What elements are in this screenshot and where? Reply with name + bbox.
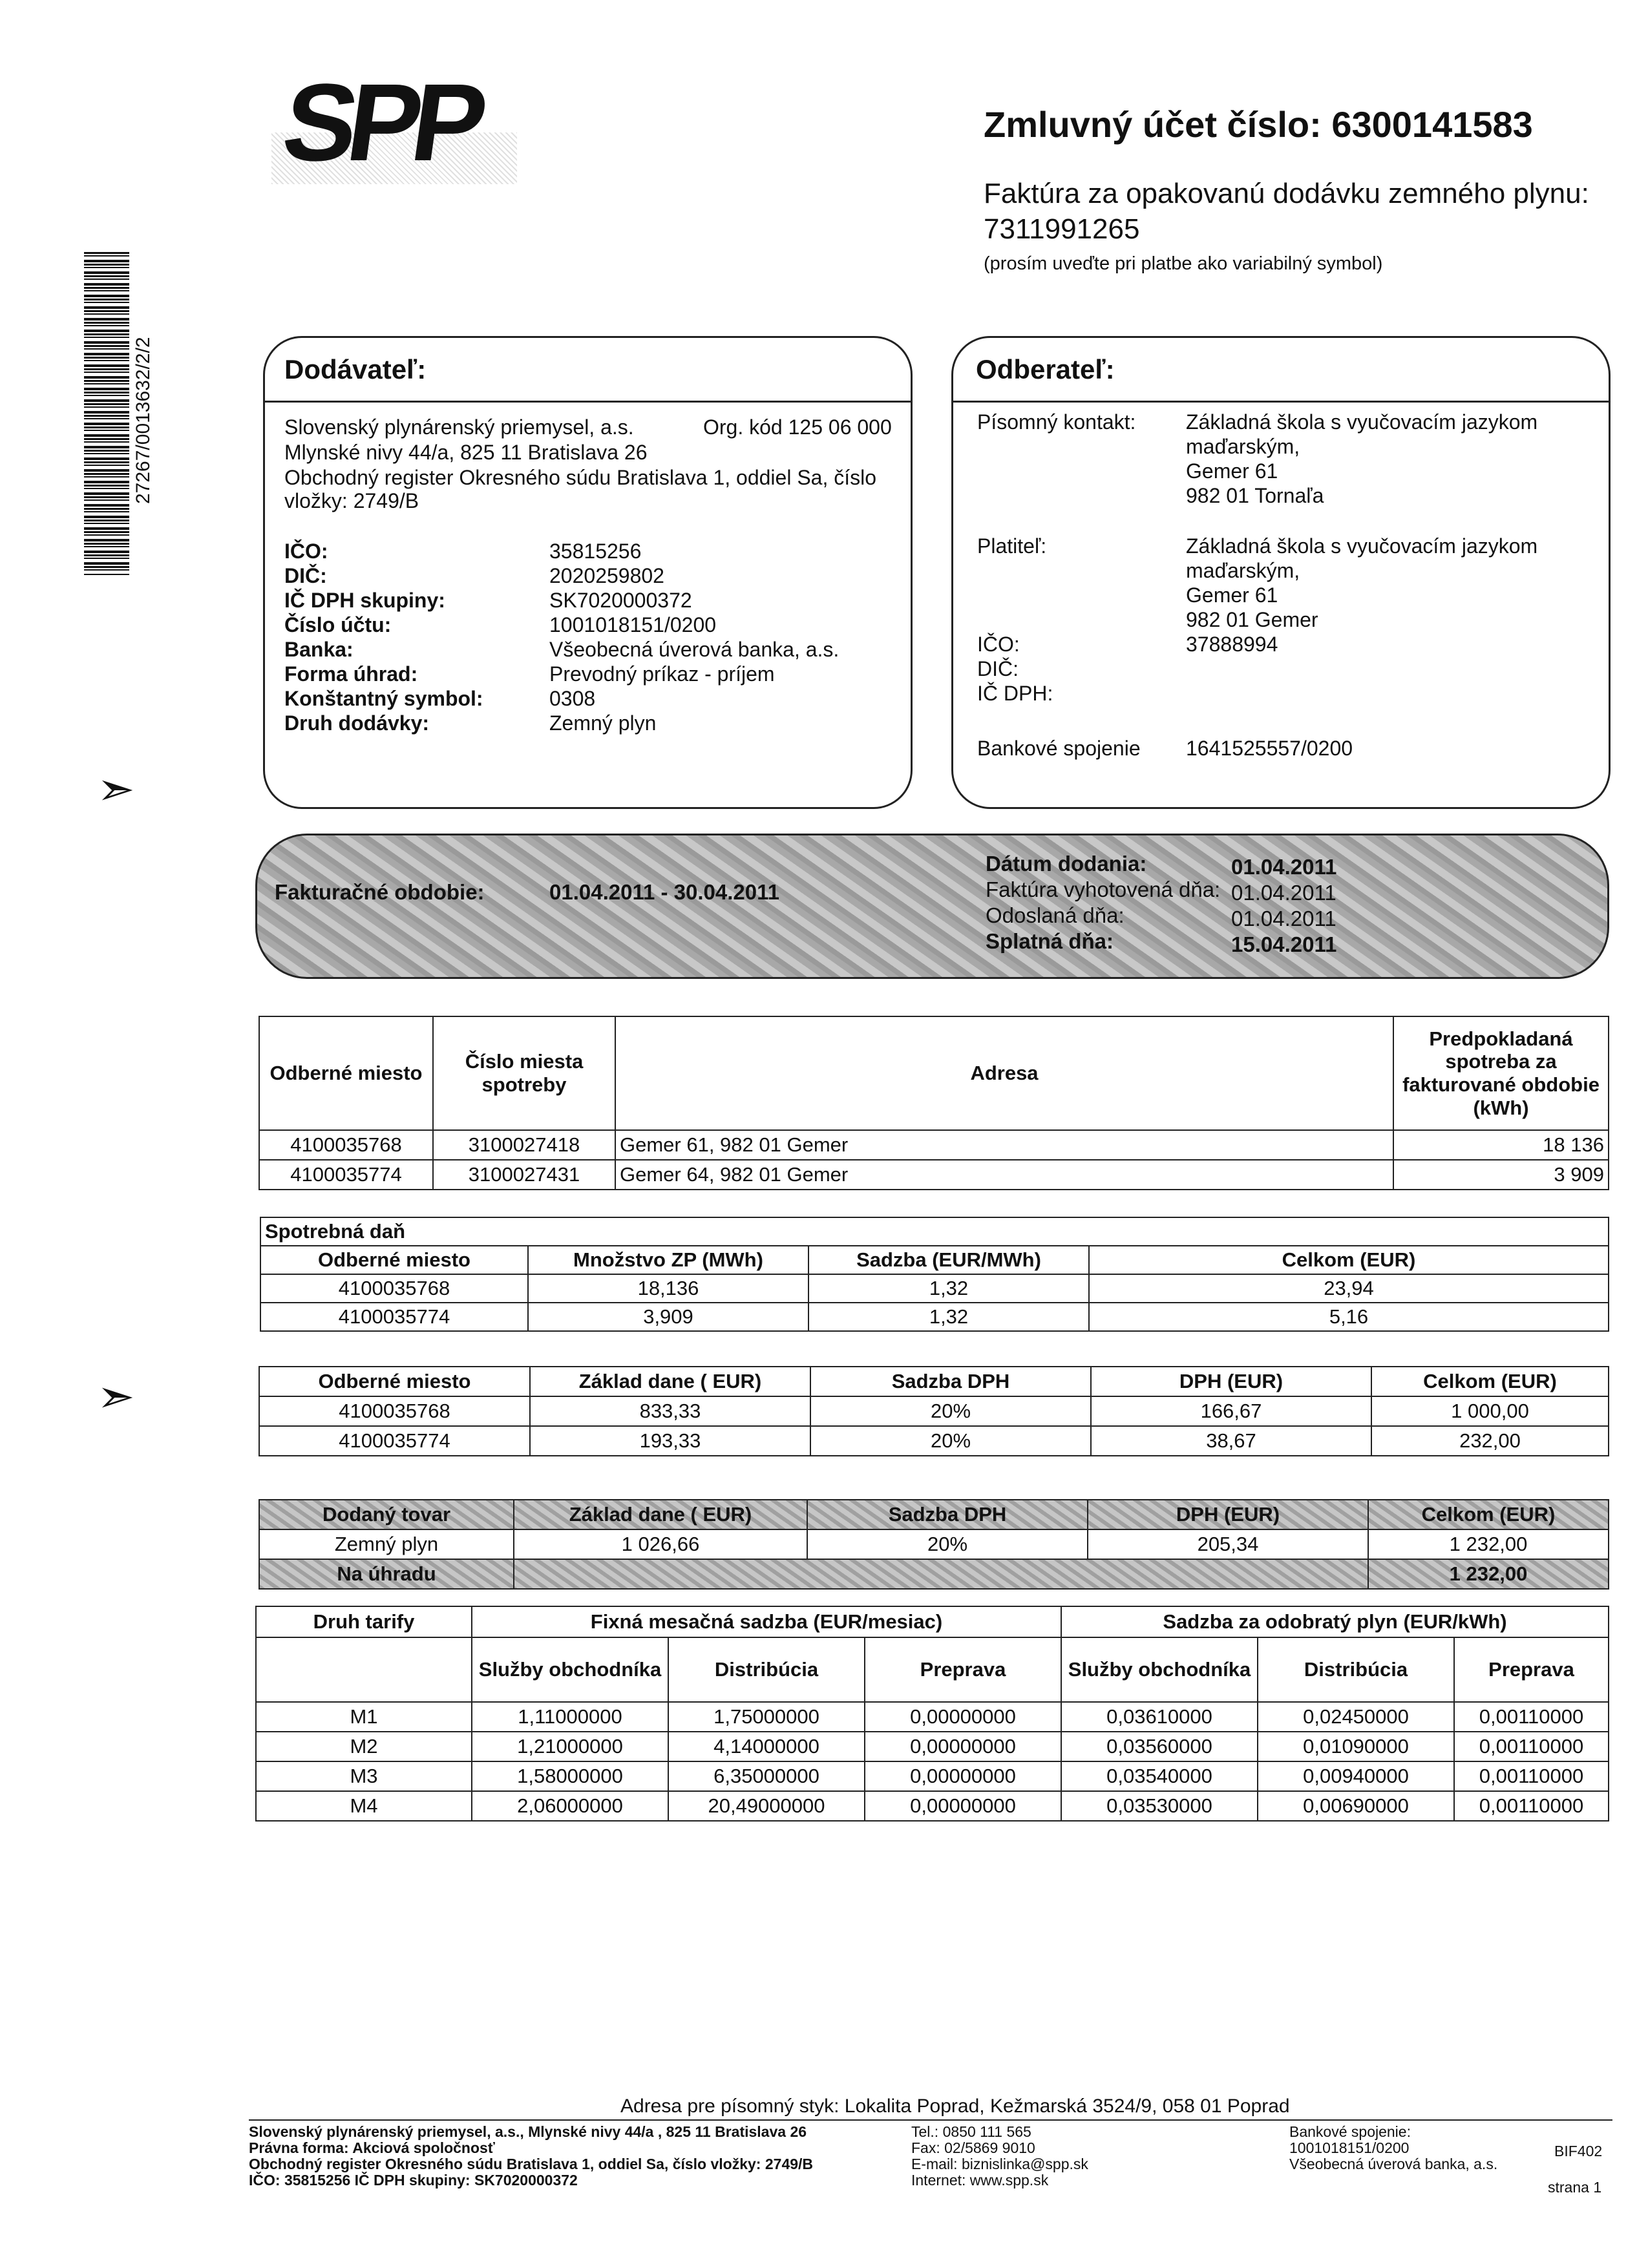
col-header: Odberné miesto — [259, 1367, 530, 1396]
table-cell: 0,00110000 — [1454, 1702, 1609, 1732]
table-cell: M1 — [256, 1702, 472, 1732]
bank-label: Bankové spojenie — [977, 737, 1141, 760]
contact-line: maďarským, — [1186, 435, 1300, 458]
barcode-text: 27267/0013632/2/2 — [132, 337, 154, 504]
bank-value: 1641525557/0200 — [1186, 737, 1353, 760]
table-cell: 6,35000000 — [668, 1761, 865, 1791]
page-number: strana 1 — [1548, 2179, 1602, 2196]
table-cell: 4,14000000 — [668, 1732, 865, 1761]
footer-email: E-mail: biznislinka@spp.sk — [911, 2156, 1088, 2172]
invoice-note: (prosím uveďte pri platbe ako variabilný symbol) — [984, 253, 1383, 274]
table-cell: 0,00000000 — [865, 1732, 1061, 1761]
col-header: Preprava — [865, 1637, 1061, 1702]
col-header: Dodaný tovar — [259, 1500, 514, 1529]
payer-line: Gemer 61 — [1186, 583, 1278, 607]
supplier-field-value: 35815256 — [549, 540, 642, 563]
col-header: Distribúcia — [668, 1637, 865, 1702]
customer-heading: Odberateľ: — [976, 354, 1115, 384]
supplier-field-value: Zemný plyn — [549, 711, 657, 735]
due-date-label: Splatná dňa: — [986, 929, 1114, 953]
issue-date-value: 01.04.2011 — [1231, 881, 1336, 905]
table-cell: Gemer 64, 982 01 Gemer — [615, 1160, 1393, 1190]
contact-line: Základná škola s vyučovacím jazykom — [1186, 410, 1538, 434]
table-cell: 1 000,00 — [1371, 1396, 1609, 1426]
col-header: Distribúcia — [1258, 1637, 1454, 1702]
table-cell: 166,67 — [1091, 1396, 1371, 1426]
table-cell: 193,33 — [530, 1426, 810, 1456]
col-header: Základ dane ( EUR) — [514, 1500, 807, 1529]
table-cell: 0,02450000 — [1258, 1702, 1454, 1732]
table-cell: 0,03540000 — [1061, 1761, 1258, 1791]
footer-bank-account: 1001018151/0200 — [1289, 2139, 1410, 2156]
col-header: Druh tarify — [256, 1606, 472, 1637]
table-row — [256, 1791, 1609, 1821]
supplier-field-label: IČO: — [284, 540, 328, 563]
col-header — [256, 1637, 472, 1702]
issue-date-label: Faktúra vyhotovená dňa: — [986, 877, 1221, 901]
table-cell: 0,03560000 — [1061, 1732, 1258, 1761]
table-cell: Gemer 61, 982 01 Gemer — [615, 1130, 1393, 1160]
due-date-value: 15.04.2011 — [1231, 932, 1337, 956]
footer-ico: IČO: 35815256 IČ DPH skupiny: SK7020000372 — [249, 2172, 578, 2189]
table-cell: 0,00110000 — [1454, 1761, 1609, 1791]
table-cell: 20% — [807, 1529, 1088, 1559]
vat-table — [259, 1366, 1609, 1456]
table-cell: 0,00940000 — [1258, 1761, 1454, 1791]
table-cell: 1 232,00 — [1368, 1529, 1609, 1559]
table-cell: 1,11000000 — [472, 1702, 668, 1732]
contact-line: 982 01 Tornaľa — [1186, 484, 1324, 507]
table-cell: 0,00000000 — [865, 1791, 1061, 1821]
invoice-number: 7311991265 — [984, 213, 1140, 245]
table-cell: 833,33 — [530, 1396, 810, 1426]
table-row — [260, 1303, 1609, 1331]
footer-legal-form: Právna forma: Akciová spoločnosť — [249, 2139, 495, 2156]
table-row — [259, 1160, 1609, 1190]
tariffs-table — [255, 1606, 1609, 1822]
payer-line: maďarským, — [1186, 559, 1300, 582]
table-row — [259, 1559, 1609, 1589]
table-cell: 18,136 — [528, 1274, 808, 1303]
table-cell: 20% — [810, 1396, 1091, 1426]
spp-logo — [275, 61, 517, 191]
supplier-field-label: Banka: — [284, 638, 354, 661]
form-code: BIF402 — [1554, 2143, 1603, 2159]
table-cell: M2 — [256, 1732, 472, 1761]
table-cell: 4100035774 — [260, 1303, 528, 1331]
customer-ico-label: IČO: — [977, 633, 1020, 656]
due-value: 1 232,00 — [1368, 1559, 1609, 1589]
punch-mark-icon: ➣ — [97, 1371, 135, 1422]
col-header: Adresa — [615, 1016, 1393, 1130]
col-header: Sadzba DPH — [810, 1367, 1091, 1396]
period-label: Fakturačné obdobie: — [275, 880, 485, 904]
col-header: Odberné miesto — [259, 1016, 433, 1130]
table-cell: M3 — [256, 1761, 472, 1791]
footer-bank-name: Všeobecná úverová banka, a.s. — [1289, 2156, 1498, 2172]
footer-divider — [249, 2119, 1612, 2121]
footer-bank-label: Bankové spojenie: — [1289, 2123, 1411, 2140]
col-header: Číslo miesta spotreby — [433, 1016, 615, 1130]
table-cell: 20% — [810, 1426, 1091, 1456]
contact-line: Gemer 61 — [1186, 459, 1278, 483]
supplier-divider — [263, 401, 913, 403]
table-cell: 0,01090000 — [1258, 1732, 1454, 1761]
payer-label: Platiteľ: — [977, 534, 1047, 558]
supplier-field-value: 1001018151/0200 — [549, 613, 717, 636]
table-cell: 4100035768 — [259, 1130, 433, 1160]
delivery-date-label: Dátum dodania: — [986, 852, 1147, 876]
table-cell: 3,909 — [528, 1303, 808, 1331]
col-header: Celkom (EUR) — [1371, 1367, 1609, 1396]
table-row — [256, 1761, 1609, 1791]
supplier-field-label: Forma úhrad: — [284, 662, 418, 686]
table-cell: 18 136 — [1393, 1130, 1609, 1160]
table-cell: 0,00110000 — [1454, 1732, 1609, 1761]
customer-icdph-label: IČ DPH: — [977, 682, 1053, 705]
table-cell: 1,32 — [808, 1274, 1089, 1303]
table-row — [259, 1529, 1609, 1559]
table-cell: 1,32 — [808, 1303, 1089, 1331]
invoice-subtitle: Faktúra za opakovanú dodávku zemného plynu: — [984, 178, 1589, 209]
footer-company: Slovenský plynárenský priemysel, a.s., Mlynské nivy 44/a , 825 11 Bratislava 26 — [249, 2123, 807, 2140]
contact-label: Písomný kontakt: — [977, 410, 1136, 434]
col-header: Odberné miesto — [260, 1246, 528, 1274]
table-cell — [514, 1559, 1368, 1589]
supplier-field-label: Druh dodávky: — [284, 711, 430, 735]
supplier-field-value: 2020259802 — [549, 564, 664, 587]
mail-address: Adresa pre písomný styk: Lokalita Poprad, Kežmarská 3524/9, 058 01 Poprad — [620, 2095, 1290, 2117]
table-cell: 4100035768 — [259, 1396, 530, 1426]
footer-fax: Fax: 02/5869 9010 — [911, 2139, 1035, 2156]
table-cell: M4 — [256, 1791, 472, 1821]
supplier-field-label: IČ DPH skupiny: — [284, 589, 445, 612]
consumption-places-table — [259, 1016, 1609, 1190]
supplier-field-label: DIČ: — [284, 564, 327, 587]
table-cell: 205,34 — [1088, 1529, 1368, 1559]
contract-account-title: Zmluvný účet číslo: 6300141583 — [984, 104, 1533, 145]
col-header: Sadzba (EUR/MWh) — [808, 1246, 1089, 1274]
col-header: Fixná mesačná sadzba (EUR/mesiac) — [472, 1606, 1061, 1637]
supplier-register-2: vložky: 2749/B — [284, 489, 419, 512]
customer-dic-label: DIČ: — [977, 657, 1019, 680]
barcode — [84, 252, 129, 575]
table-cell: 4100035774 — [259, 1160, 433, 1190]
excise-title: Spotrebná daň — [260, 1217, 1609, 1246]
supplier-field-value: Všeobecná úverová banka, a.s. — [549, 638, 840, 661]
table-cell: 4100035768 — [260, 1274, 528, 1303]
footer-phone: Tel.: 0850 111 565 — [911, 2123, 1031, 2140]
footer-web: Internet: www.spp.sk — [911, 2172, 1049, 2189]
table-cell: 20,49000000 — [668, 1791, 865, 1821]
table-cell: 1,75000000 — [668, 1702, 865, 1732]
due-label: Na úhradu — [259, 1559, 514, 1589]
sent-date-value: 01.04.2011 — [1231, 907, 1336, 930]
table-cell: 3100027418 — [433, 1130, 615, 1160]
table-cell: 0,00000000 — [865, 1761, 1061, 1791]
table-row — [259, 1396, 1609, 1426]
period-band — [255, 834, 1609, 979]
excise-tax-table — [260, 1217, 1609, 1332]
table-cell: 0,03530000 — [1061, 1791, 1258, 1821]
col-header: Celkom (EUR) — [1368, 1500, 1609, 1529]
table-cell: 5,16 — [1089, 1303, 1609, 1331]
supplier-register: Obchodný register Okresného súdu Bratislava 1, oddiel Sa, číslo — [284, 466, 877, 489]
table-cell: 2,06000000 — [472, 1791, 668, 1821]
col-header: Preprava — [1454, 1637, 1609, 1702]
table-cell: 0,03610000 — [1061, 1702, 1258, 1732]
col-header: DPH (EUR) — [1091, 1367, 1371, 1396]
payer-line: Základná škola s vyučovacím jazykom — [1186, 534, 1538, 558]
supplier-heading: Dodávateľ: — [284, 354, 427, 384]
col-header: Množstvo ZP (MWh) — [528, 1246, 808, 1274]
supplier-address: Mlynské nivy 44/a, 825 11 Bratislava 26 — [284, 441, 648, 464]
col-header: Základ dane ( EUR) — [530, 1367, 810, 1396]
table-cell: 3 909 — [1393, 1160, 1609, 1190]
table-cell: 0,00000000 — [865, 1702, 1061, 1732]
table-cell: 38,67 — [1091, 1426, 1371, 1456]
table-row — [256, 1702, 1609, 1732]
supplier-name: Slovenský plynárenský priemysel, a.s. — [284, 415, 634, 439]
table-cell: 232,00 — [1371, 1426, 1609, 1456]
summary-table — [259, 1499, 1609, 1590]
table-cell: 0,00110000 — [1454, 1791, 1609, 1821]
table-cell: 23,94 — [1089, 1274, 1609, 1303]
footer-register: Obchodný register Okresného súdu Bratislava 1, oddiel Sa, číslo vložky: 2749/B — [249, 2156, 814, 2172]
supplier-field-value: SK7020000372 — [549, 589, 692, 612]
logo-text: SPP — [275, 61, 486, 184]
table-cell: 0,00690000 — [1258, 1791, 1454, 1821]
sent-date-label: Odoslaná dňa: — [986, 903, 1125, 927]
period-value: 01.04.2011 - 30.04.2011 — [549, 880, 780, 904]
col-header: Služby obchodníka — [472, 1637, 668, 1702]
table-cell: 1,58000000 — [472, 1761, 668, 1791]
supplier-org-code: Org. kód 125 06 000 — [703, 415, 892, 439]
col-header: DPH (EUR) — [1088, 1500, 1368, 1529]
col-header: Sadzba za odobratý plyn (EUR/kWh) — [1061, 1606, 1609, 1637]
col-header: Predpokladaná spotreba za fakturované obdobie (kWh) — [1393, 1016, 1609, 1130]
table-cell: 3100027431 — [433, 1160, 615, 1190]
supplier-field-label: Konštantný symbol: — [284, 687, 483, 710]
supplier-field-value: Prevodný príkaz - príjem — [549, 662, 775, 686]
col-header: Celkom (EUR) — [1089, 1246, 1609, 1274]
table-cell: 1 026,66 — [514, 1529, 807, 1559]
punch-mark-icon: ➣ — [97, 764, 135, 814]
col-header: Služby obchodníka — [1061, 1637, 1258, 1702]
table-row — [259, 1130, 1609, 1160]
table-row — [259, 1426, 1609, 1456]
customer-divider — [951, 401, 1611, 403]
col-header: Sadzba DPH — [807, 1500, 1088, 1529]
supplier-field-value: 0308 — [549, 687, 596, 710]
payer-line: 982 01 Gemer — [1186, 608, 1318, 631]
supplier-field-label: Číslo účtu: — [284, 613, 392, 636]
delivery-date-value: 01.04.2011 — [1231, 855, 1337, 879]
table-cell: Zemný plyn — [259, 1529, 514, 1559]
table-cell: 1,21000000 — [472, 1732, 668, 1761]
customer-ico-value: 37888994 — [1186, 633, 1278, 656]
table-cell: 4100035774 — [259, 1426, 530, 1456]
table-row — [260, 1274, 1609, 1303]
table-row — [256, 1732, 1609, 1761]
